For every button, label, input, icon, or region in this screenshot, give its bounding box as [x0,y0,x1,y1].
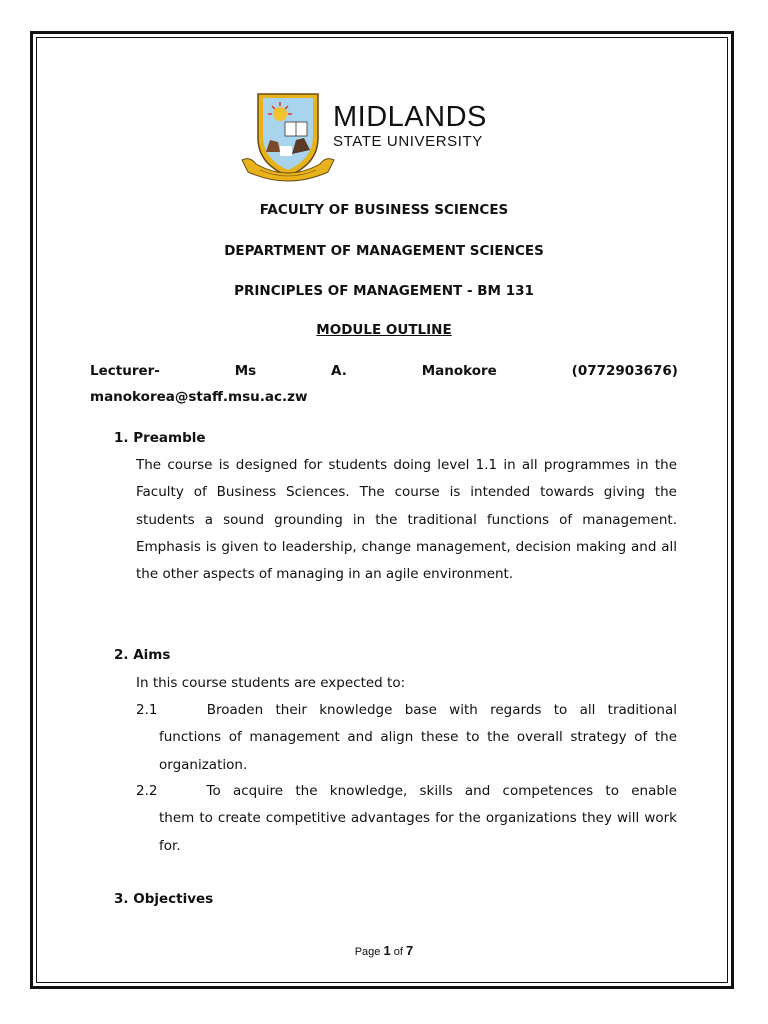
lecturer-initial: A. [331,363,347,379]
aims-item-first-text: To acquire the knowledge, skills and competences to enable [206,783,677,799]
logo-line1: MIDLANDS [333,101,487,133]
footer-of-word: of [393,946,403,958]
objectives-heading: 3. Objectives [114,891,214,907]
aims-item-number: 2.1 [136,702,158,718]
footer-page-number: 1 [383,943,391,958]
footer-page-word: Page [354,946,381,958]
logo-line2: STATE UNIVERSITY [333,133,483,150]
aims-heading: 2. Aims [114,647,171,663]
lecturer-title: Ms [234,363,257,379]
preamble-text: The course is designed for students doing level 1.1 in all programmes in the Faculty of Business Sciences. The course is intended towards giving the students a sound grounding in the traditional functions of management. Emphasis is given to leadership, change management, decision making and all the other aspects of managing in an agile environment. [136,457,677,583]
lecturer-line [90,363,678,379]
lecturer-phone: (0772903676) [571,363,678,379]
document-type-title: MODULE OUTLINE [316,322,452,338]
lecturer-label: Lecturer- [90,363,160,379]
aims-item-number: 2.2 [136,783,158,799]
course-title: PRINCIPLES OF MANAGEMENT - BM 131 [234,283,534,299]
aims-item-rest-text: them to create competitive advantages for the organizations they will work for. [159,810,677,854]
aims-item-first-line [136,778,677,805]
aims-intro: In this course students are expected to: [136,675,406,691]
footer-page-total: 7 [406,943,414,958]
aims-item-first-text: Broaden their knowledge base with regards to all traditional [206,702,677,718]
page-footer [0,943,768,958]
department-title: DEPARTMENT OF MANAGEMENT SCIENCES [224,243,544,259]
aims-item-first-line [136,697,677,724]
preamble-heading: 1. Preamble [114,430,206,446]
aims-item [136,778,677,860]
university-wordmark [333,101,487,151]
aims-item [136,697,677,779]
aims-item-rest-text: functions of management and align these to the overall strategy of the organization. [159,729,677,773]
lecturer-email: manokorea@staff.msu.ac.zw [90,389,308,405]
faculty-title: FACULTY OF BUSINESS SCIENCES [259,202,509,218]
lecturer-surname: Manokore [421,363,497,379]
